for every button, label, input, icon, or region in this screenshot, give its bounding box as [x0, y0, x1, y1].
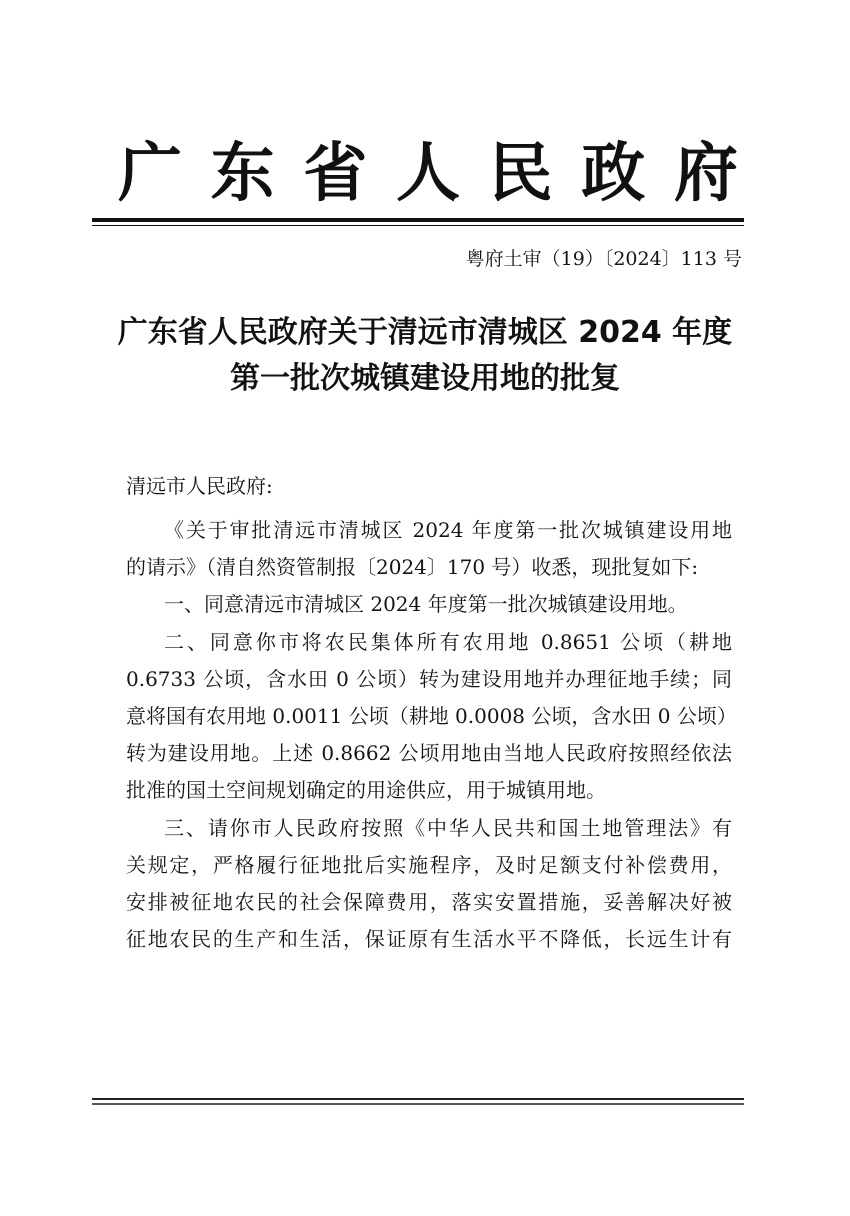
letterhead-title [118, 128, 738, 211]
header-divider-thick [92, 218, 744, 222]
body-line: 安排被征地农民的社会保障费用，落实安置措施，妥善解决好被 [126, 889, 732, 914]
letterhead-char: 人 [395, 136, 460, 211]
addressee: 清远市人民政府: [126, 474, 273, 498]
body-line: 0.6733 公顷，含水田 0 公顷）转为建设用地并办理征地手续；同 [126, 666, 732, 691]
body-line: 关规定，严格履行征地批后实施程序，及时足额支付补偿费用， [126, 852, 732, 877]
document-number: 粤府土审（19）〔2024〕113 号 [465, 248, 742, 270]
letterhead-char: 府 [673, 136, 738, 211]
letterhead-char: 省 [303, 136, 368, 211]
letterhead-char: 东 [210, 136, 275, 211]
document-title [60, 310, 790, 402]
document-title-line: 广东省人民政府关于清远市清城区 2024 年度 [117, 315, 733, 350]
header-divider-thin [92, 225, 744, 226]
body-line: 批准的国土空间规划确定的用途供应，用于城镇用地。 [126, 778, 606, 803]
letterhead-char: 广 [118, 136, 182, 211]
body-line: 一、同意清远市清城区 2024 年度第一批次城镇建设用地。 [164, 592, 688, 617]
body-line: 转为建设用地。上述 0.8662 公顷用地由当地人民政府按照经依法 [126, 741, 732, 766]
footer-divider [92, 1098, 744, 1100]
body-line: 二、同意你市将农民集体所有农用地 0.8651 公顷（耕地 [164, 629, 732, 654]
letterhead-char: 民 [488, 136, 553, 211]
footer-divider [92, 1103, 744, 1105]
body-line: 意将国有农用地 0.0011 公顷（耕地 0.0008 公顷，含水田 0 公顷） [126, 703, 737, 728]
body-line: 三、请你市人民政府按照《中华人民共和国土地管理法》有 [164, 815, 732, 840]
letterhead-char: 政 [581, 136, 646, 211]
body-line: 《关于审批清远市清城区 2024 年度第一批次城镇建设用地 [164, 518, 732, 542]
document-title-line: 第一批次城镇建设用地的批复 [230, 361, 620, 396]
body-line: 征地农民的生产和生活，保证原有生活水平不降低，长远生计有 [126, 927, 732, 952]
body-line: 的请示》（清自然资管制报〔2024〕170 号）收悉，现批复如下: [126, 555, 699, 580]
document-body [126, 512, 737, 958]
